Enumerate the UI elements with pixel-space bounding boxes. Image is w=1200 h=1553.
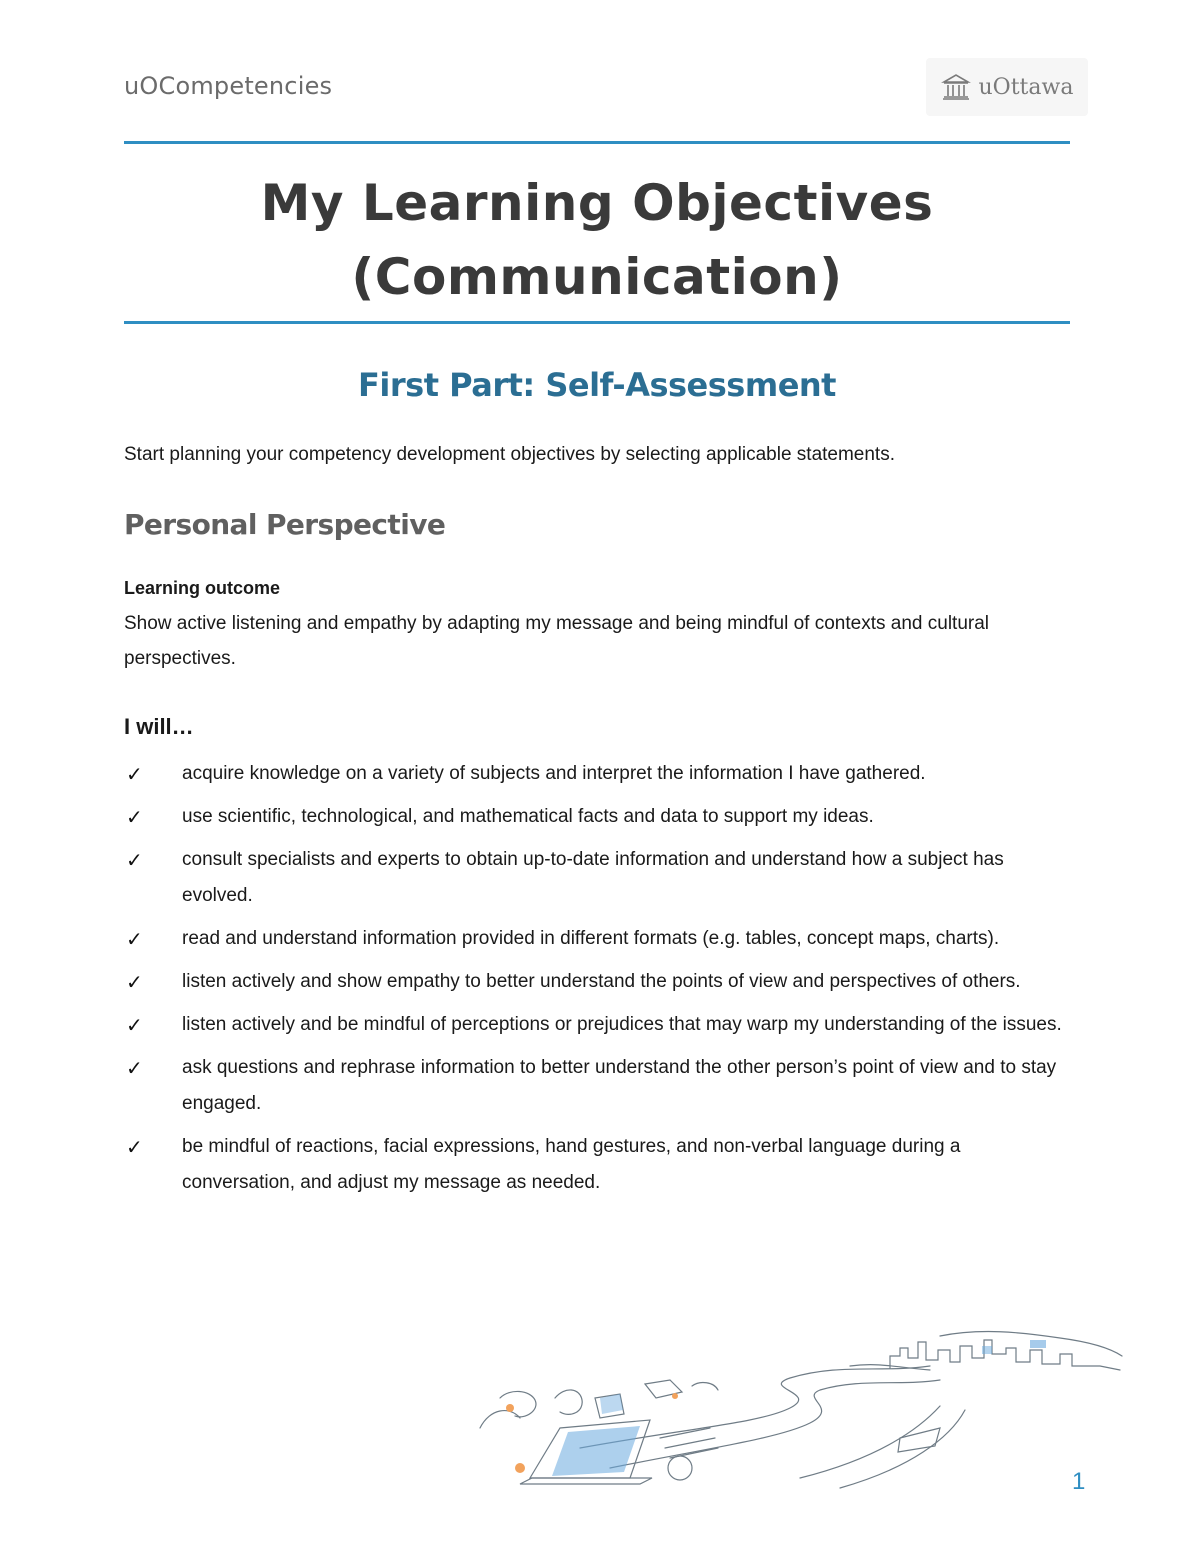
- learning-outcome-label: Learning outcome: [124, 578, 281, 598]
- university-building-icon: [941, 72, 971, 102]
- checklist-item-text: read and understand information provided in different formats (e.g. tables, concept maps, charts).: [182, 928, 1000, 949]
- campus-city-illustration: [460, 1328, 1130, 1493]
- section-heading: Personal Perspective: [124, 508, 446, 541]
- checkmark-icon[interactable]: ✓: [126, 805, 143, 829]
- page-title-line-2: (Communication): [351, 248, 843, 306]
- header-brand: uOCompetencies: [124, 72, 333, 100]
- checklist-item[interactable]: [124, 1007, 1070, 1043]
- checklist-item-text: ask questions and rephrase information to better understand the other person’s point of view and to stay engaged.: [182, 1057, 1057, 1114]
- checklist-item[interactable]: [124, 842, 1070, 914]
- checkmark-icon[interactable]: ✓: [126, 1135, 143, 1159]
- checkmark-icon[interactable]: ✓: [126, 848, 143, 872]
- checkmark-icon[interactable]: ✓: [126, 1056, 143, 1080]
- checklist-item-text: be mindful of reactions, facial expressions, hand gestures, and non-verbal language during a conversation, and adjust my message as needed.: [182, 1136, 961, 1193]
- logo-text: uOttawa: [978, 74, 1074, 100]
- checklist-item[interactable]: [124, 921, 1070, 957]
- checklist-item-text: listen actively and be mindful of perceptions or prejudices that may warp my understanding of the issues.: [182, 1014, 1062, 1035]
- title-divider: [124, 321, 1070, 324]
- uottawa-logo: [926, 58, 1088, 116]
- checkmark-icon[interactable]: ✓: [126, 1013, 143, 1037]
- checklist-item-text: use scientific, technological, and mathematical facts and data to support my ideas.: [182, 806, 874, 827]
- checklist-item[interactable]: [124, 756, 1070, 792]
- checklist-item-text: listen actively and show empathy to better understand the points of view and perspectives of others.: [182, 971, 1021, 992]
- page-number: 1: [1072, 1468, 1086, 1495]
- checklist-item[interactable]: [124, 964, 1070, 1000]
- page-title: [124, 166, 1070, 314]
- checklist-item[interactable]: [124, 1050, 1070, 1122]
- checkmark-icon[interactable]: ✓: [126, 927, 143, 951]
- checkmark-icon[interactable]: ✓: [126, 970, 143, 994]
- intro-text: Start planning your competency development objectives by selecting applicable statements.: [124, 444, 895, 465]
- checklist-item[interactable]: [124, 799, 1070, 835]
- i-will-heading: I will…: [124, 714, 194, 739]
- part-heading: First Part: Self-Assessment: [358, 366, 836, 404]
- page-title-line-1: My Learning Objectives: [260, 174, 934, 232]
- checklist-item-text: acquire knowledge on a variety of subjects and interpret the information I have gathered.: [182, 763, 926, 784]
- checkmark-icon[interactable]: ✓: [126, 762, 143, 786]
- learning-outcome-text: Show active listening and empathy by adapting my message and being mindful of contexts and cultural perspectives.: [124, 613, 990, 669]
- top-divider: [124, 141, 1070, 144]
- checklist-item[interactable]: [124, 1129, 1070, 1201]
- checklist-item-text: consult specialists and experts to obtain up-to-date information and understand how a subject has evolved.: [182, 849, 1004, 906]
- objectives-checklist: [124, 756, 1070, 1208]
